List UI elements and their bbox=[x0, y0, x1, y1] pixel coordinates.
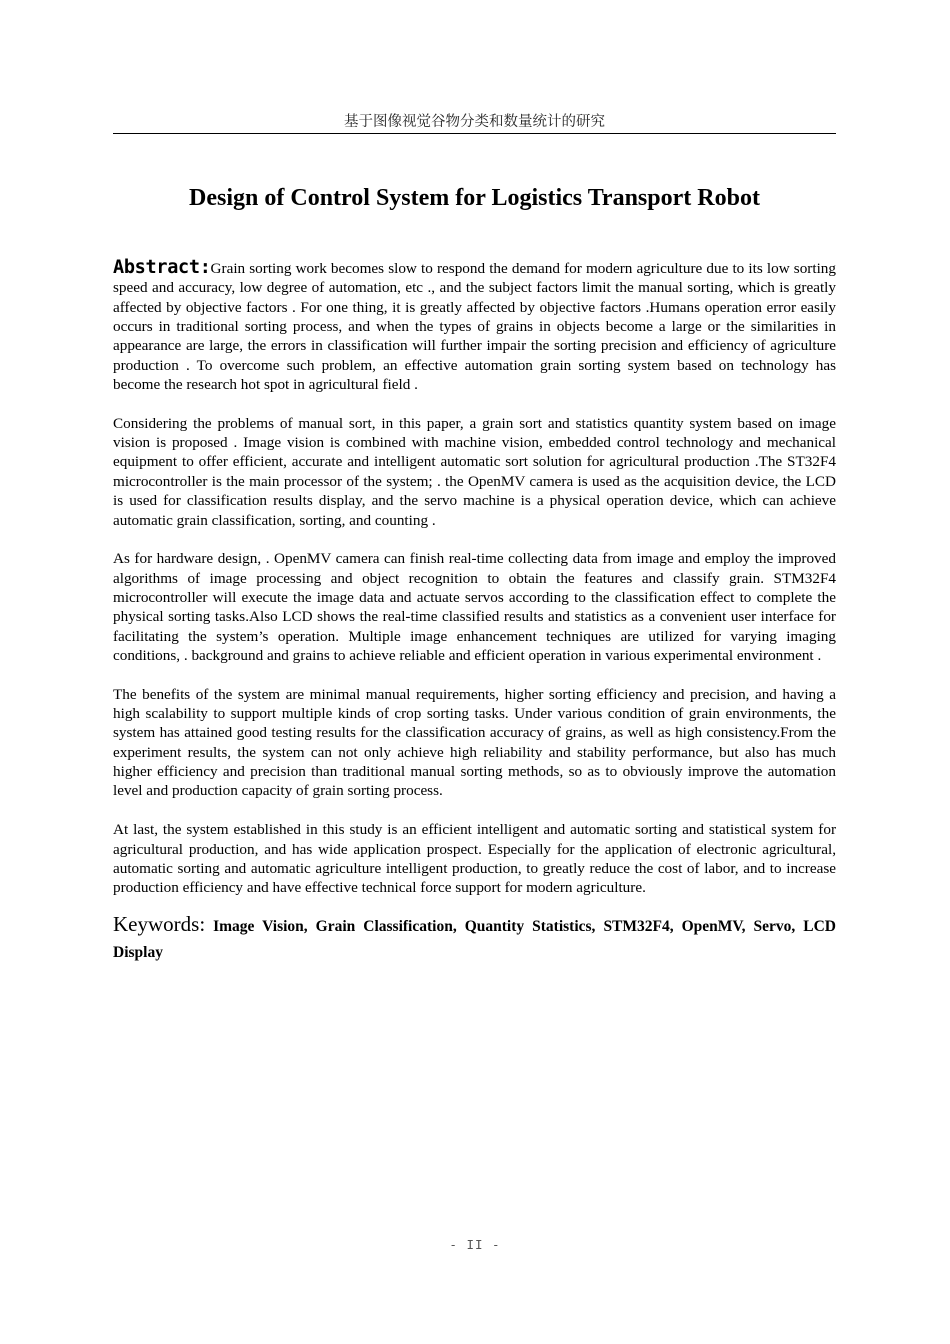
page-number: - II - bbox=[449, 1237, 501, 1252]
abstract-paragraph: Considering the problems of manual sort, in this paper, a grain sort and statistics quantity system based on image vision is proposed . Image vision is combined with machine vision, embedded control technology and mechanical equipment to offer efficient, accurate and intelligent automatic sort solution for agricultural production .The ST32F4 microcontroller is the main processor of the system; . the OpenMV camera is used as the acquisition device, the LCD is used for classification results display, and the servo machine is a physical operation device, which can achieve automatic grain classification, sorting, and counting . bbox=[113, 414, 836, 529]
keywords-label: Keywords: bbox=[113, 911, 206, 936]
abstract-paragraph: As for hardware design, . OpenMV camera can finish real-time collecting data from image and employ the improved algorithms of image processing and object recognition to obtain the features and classify grain. STM32F4 microcontroller will execute the image data and actuate servos according to the classification effect to complete the physical sorting tasks.Also LCD shows the real-time classified results and statistics as a convenient user interface for facilitating the system’s operation. Multiple image enhancement techniques are utilized for varying imaging conditions, . background and grains to achieve reliable and efficient operation in various experimental environment . bbox=[113, 550, 836, 664]
keywords-section bbox=[113, 911, 836, 966]
abstract-paragraph: The benefits of the system are minimal manual requirements, higher sorting efficiency and precision, and having a high scalability to support multiple kinds of crop sorting tasks. Under various condition of grain environments, the system has attained good testing results for the classification accuracy of grains, as well as high consistency.From the experiment results, the system can not only achieve high reliability and stability performance, but also has much higher efficiency and precision than traditional manual sorting methods, so as to obviously improve the automation level and production capacity of grain sorting process. bbox=[113, 685, 836, 800]
paper-title: Design of Control System for Logistics Transport Robot bbox=[189, 185, 760, 211]
abstract-label: Abstract: bbox=[113, 257, 211, 278]
abstract-paragraph: At last, the system established in this study is an efficient intelligent and automatic sorting and statistical system for agricultural production, and has wide application prospect. Especially for the application of electronic agricultural, automatic sorting and automatic agriculture intelligent production, to greatly reduce the cost of labor, and to increase production efficiency and have effective technical force support for modern agriculture. bbox=[113, 821, 836, 897]
abstract-paragraph-text: Grain sorting work becomes slow to respond the demand for modern agriculture due to its low sorting speed and accuracy, low degree of automation, etc ., and the subject factors limit the manual sorting, which is greatly affected by objective factors . For one thing, it is greatly affected by objective factors .Humans operation error easily occurs in traditional sorting process, and when the types of grains in objects become a large or the similarities in appearance are large, the errors in classification will further impair the sorting precision and efficiency of agriculture production . To overcome such problem, an effective automation grain sorting system based on technology has become the research hot spot in agricultural field . bbox=[113, 260, 836, 394]
keywords-list: Image Vision, Grain Classification, Quantity Statistics, STM32F4, OpenMV, Servo, LCD Display bbox=[113, 917, 836, 961]
abstract-paragraph bbox=[113, 258, 836, 394]
running-header: 基于图像视觉谷物分类和数量统计的研究 bbox=[113, 113, 836, 134]
abstract-section bbox=[113, 258, 836, 966]
